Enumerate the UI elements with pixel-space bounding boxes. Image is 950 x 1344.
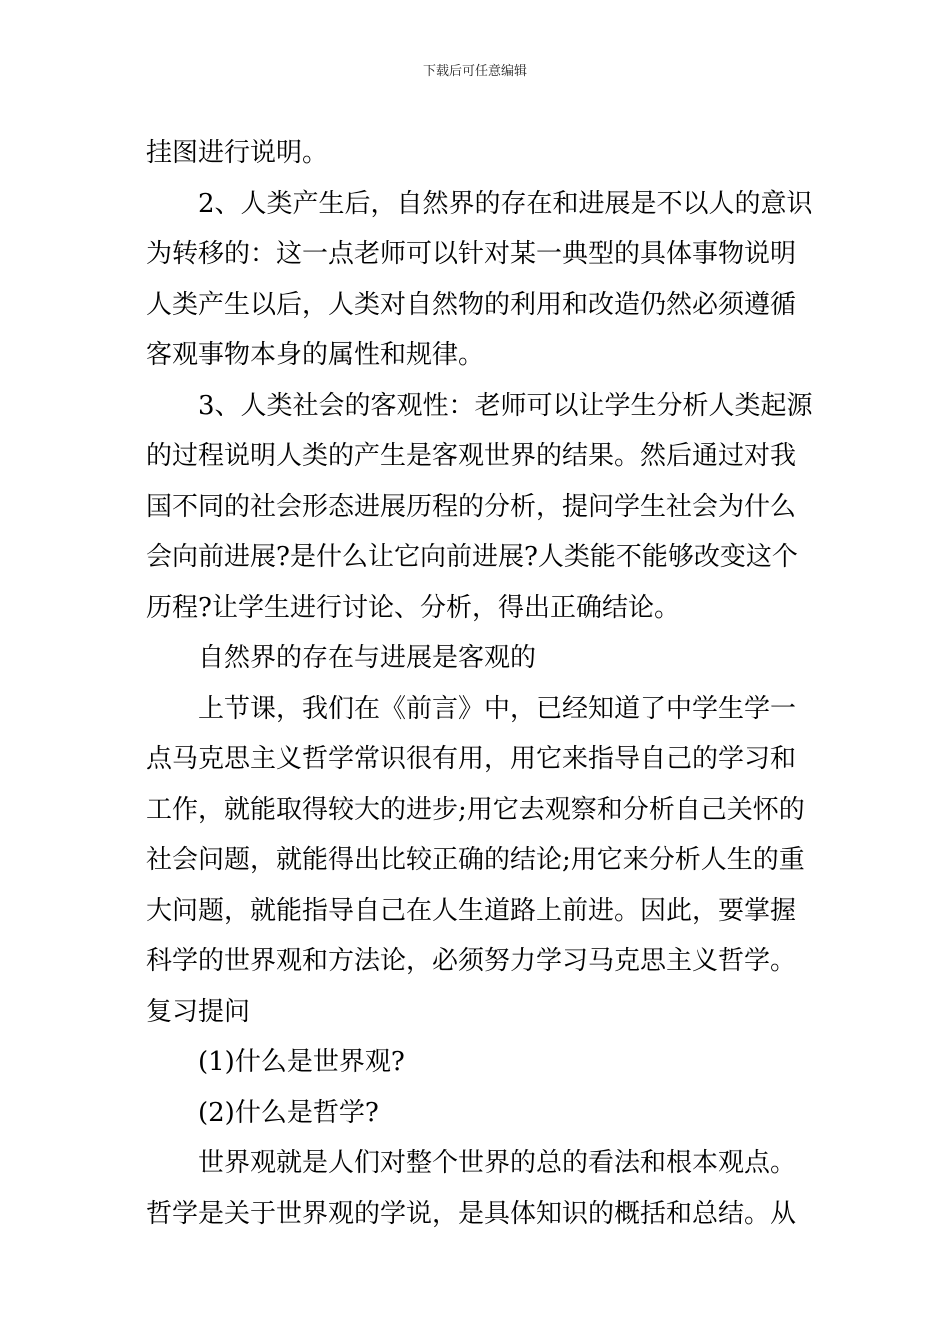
text-line: 上节课，我们在《前言》中，已经知道了中学生学一 bbox=[198, 693, 797, 724]
text-line: 工作，就能取得较大的进步;用它去观察和分析自己关怀的 bbox=[146, 794, 805, 825]
text-line: 人类产生以后，人类对自然物的利用和改造仍然必须遵循 bbox=[146, 289, 797, 320]
text-line: 大问题，就能指导自己在人生道路上前进。因此，要掌握 bbox=[146, 895, 797, 926]
text-line: 挂图进行说明。 bbox=[146, 138, 329, 168]
text-line: 为转移的：这一点老师可以针对某一典型的具体事物说明 bbox=[146, 239, 797, 269]
text-line: 历程?让学生进行讨论、分析，得出正确结论。 bbox=[146, 592, 680, 623]
text-line: 世界观就是人们对整个世界的总的看法和根本观点。 bbox=[198, 1148, 797, 1178]
section-heading: 自然界的存在与进展是客观的 bbox=[198, 643, 537, 673]
text-line: 3、人类社会的客观性：老师可以让学生分析人类起源 bbox=[198, 390, 813, 421]
text-line: 社会问题，就能得出比较正确的结论;用它来分析人生的重 bbox=[146, 845, 805, 875]
text-line: 的过程说明人类的产生是客观世界的结果。然后通过对我 bbox=[146, 441, 797, 471]
text-line: 2、人类产生后，自然界的存在和进展是不以人的意识 bbox=[198, 188, 813, 219]
document-body bbox=[146, 128, 813, 1239]
text-line: 哲学是关于世界观的学说，是具体知识的概括和总结。从 bbox=[146, 1198, 797, 1229]
text-line: 国不同的社会形态进展历程的分析，提问学生社会为什么 bbox=[146, 491, 797, 522]
subsection-heading: 复习提问 bbox=[146, 996, 251, 1027]
text-line: 点马克思主义哲学常识很有用，用它来指导自己的学习和 bbox=[146, 744, 797, 774]
text-line: 科学的世界观和方法论，必须努力学习马克思主义哲学。 bbox=[146, 946, 797, 976]
text-line: 会向前进展?是什么让它向前进展?人类能不能够改变这个 bbox=[146, 542, 798, 572]
question-item: (1)什么是世界观? bbox=[198, 1047, 405, 1077]
question-item: (2)什么是哲学? bbox=[198, 1097, 379, 1128]
text-line: 客观事物本身的属性和规律。 bbox=[146, 340, 485, 370]
page-header: 下载后可任意编辑 bbox=[422, 64, 527, 79]
